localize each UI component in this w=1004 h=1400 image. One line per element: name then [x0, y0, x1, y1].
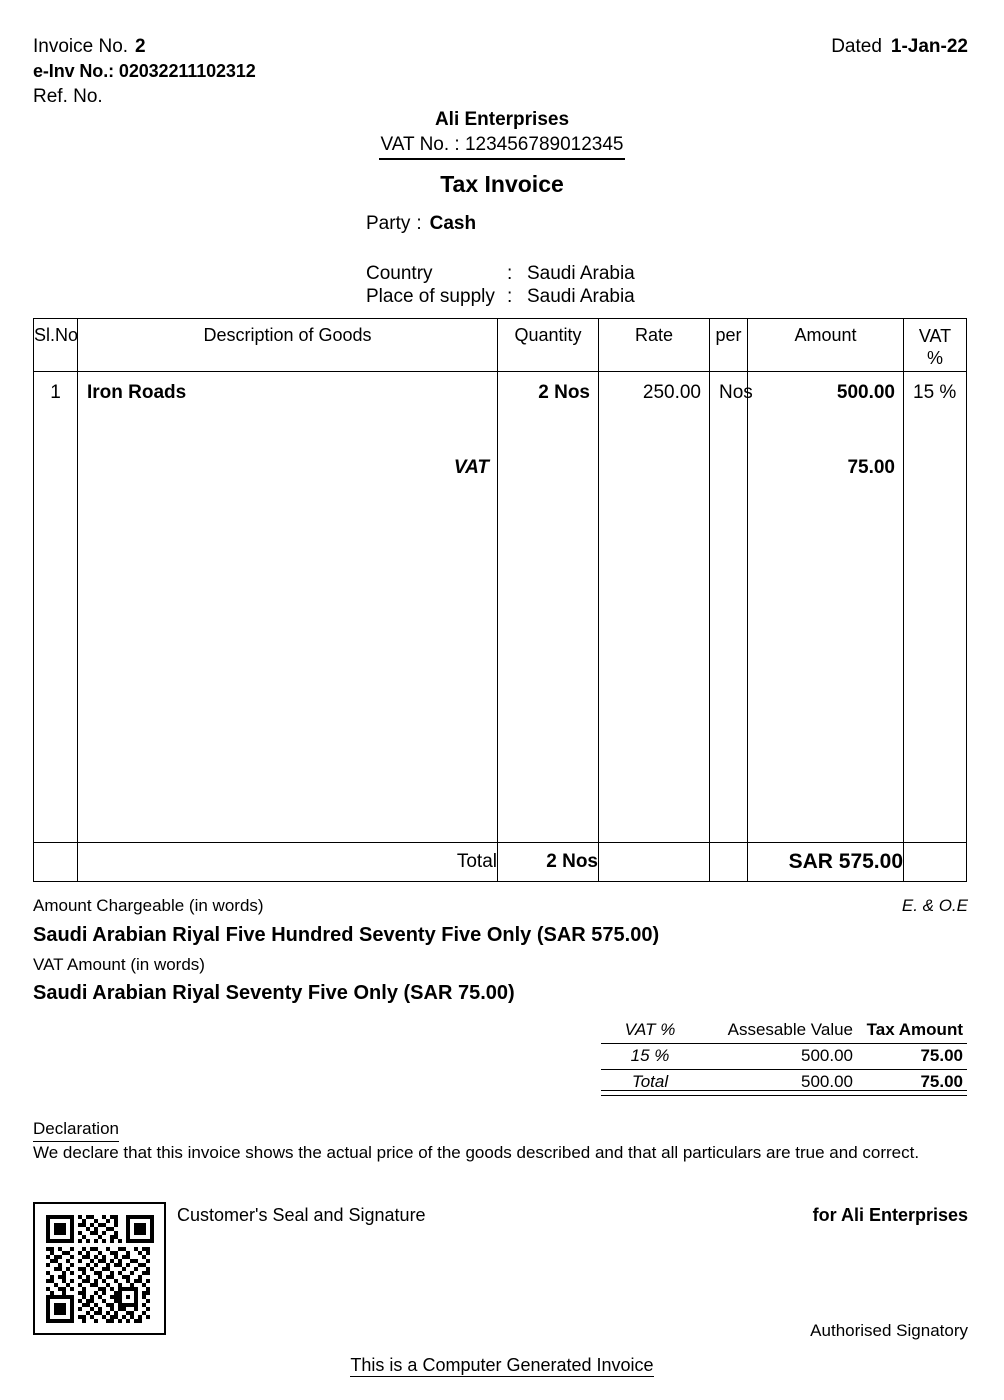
country-label: Country	[366, 263, 433, 284]
row-slno: 1	[50, 382, 61, 403]
place-of-supply-colon: :	[507, 286, 513, 307]
col-header-amount: Amount	[748, 319, 904, 372]
einvoice-no: e-Inv No.: 02032211102312	[33, 61, 256, 81]
invoice-no-label: Invoice No.	[33, 36, 129, 57]
address-block	[366, 262, 635, 308]
vat-summary-total-tax: 75.00	[857, 1070, 967, 1096]
invoice-number-line	[33, 34, 256, 59]
cell-slno	[34, 372, 78, 843]
row-vat-label: VAT	[453, 457, 489, 478]
company-name: Ali Enterprises	[434, 109, 570, 130]
invoice-header	[33, 34, 968, 114]
total-cell-rate	[599, 843, 710, 882]
declaration-title: Declaration	[33, 1118, 119, 1142]
party-row	[366, 211, 476, 236]
row-quantity: 2 Nos	[538, 382, 590, 403]
computer-generated-note-text: This is a Computer Generated Invoice	[350, 1355, 654, 1375]
table-row	[34, 372, 967, 843]
row-vat-amount: 75.00	[847, 457, 895, 478]
vat-amount-words-value: Saudi Arabian Riyal Seventy Five Only (SAR 75.00)	[33, 982, 515, 1004]
vat-summary-header-row	[601, 1018, 967, 1044]
items-total-row	[34, 843, 967, 882]
vat-summary-row-tax: 75.00	[857, 1044, 967, 1070]
vat-summary-row	[601, 1044, 967, 1070]
computer-generated-note	[0, 1353, 1004, 1377]
vat-summary-col-assessable: Assesable Value	[699, 1018, 857, 1044]
vat-summary-total-assessable: 500.00	[699, 1070, 857, 1096]
vat-summary-bottom-rule	[601, 1090, 967, 1091]
document-title: Tax Invoice	[440, 171, 564, 197]
col-header-slno: Sl.No	[34, 319, 78, 372]
col-header-vat-percent: %	[926, 348, 943, 368]
col-header-per: per	[710, 319, 748, 372]
invoice-no-value: 2	[135, 36, 146, 57]
country-line	[366, 262, 635, 285]
company-vat-no-underline	[379, 133, 626, 160]
vat-summary-col-tax: Tax Amount	[857, 1018, 967, 1044]
vat-summary-row-pct: 15 %	[601, 1044, 699, 1070]
invoice-header-right	[831, 34, 968, 59]
amount-chargeable-label: Amount Chargeable (in words)	[33, 896, 264, 915]
dated-line	[831, 34, 968, 59]
col-header-vat	[904, 319, 967, 372]
place-of-supply-value: Saudi Arabia	[527, 286, 635, 307]
cell-per	[710, 372, 753, 843]
for-company-label: for Ali Enterprises	[812, 1205, 968, 1225]
row-amount: 500.00	[836, 382, 895, 403]
cell-vat-pct	[904, 372, 967, 843]
authorised-signatory-label: Authorised Signatory	[810, 1321, 968, 1340]
total-cell-slno	[34, 843, 78, 882]
vat-amount-words-label: VAT Amount (in words)	[33, 955, 205, 974]
vat-summary-table	[601, 1018, 967, 1096]
total-quantity: 2 Nos	[498, 843, 599, 882]
cell-quantity	[498, 372, 599, 843]
row-rate: 250.00	[642, 382, 701, 403]
qr-code	[33, 1202, 166, 1335]
total-amount: SAR 575.00	[748, 843, 904, 882]
invoice-header-left	[33, 34, 256, 109]
vat-summary-col-pct: VAT %	[601, 1018, 699, 1044]
col-header-description: Description of Goods	[78, 319, 498, 372]
col-header-quantity: Quantity	[498, 319, 599, 372]
company-block	[0, 108, 1004, 160]
total-cell-vat	[904, 843, 967, 882]
total-label: Total	[78, 843, 498, 882]
customer-seal-label: Customer's Seal and Signature	[177, 1205, 426, 1225]
declaration-body: We declare that this invoice shows the actual price of the goods described and that all particulars are true and correct.	[33, 1143, 920, 1162]
party-value: Cash	[429, 213, 477, 234]
amount-chargeable-value: Saudi Arabian Riyal Five Hundred Seventy Five Only (SAR 575.00)	[33, 924, 660, 946]
vat-summary-total-row	[601, 1070, 967, 1096]
dated-label: Dated	[831, 36, 882, 57]
party-label: Party	[366, 213, 411, 234]
total-cell-per	[710, 843, 748, 882]
items-table	[33, 318, 967, 882]
cell-rate	[599, 372, 710, 843]
place-of-supply-label: Place of supply	[366, 286, 495, 307]
eoe-note: E. & O.E	[901, 896, 968, 915]
row-description: Iron Roads	[87, 382, 187, 403]
qr-code-svg	[42, 1211, 158, 1327]
row-per: Nos	[719, 382, 753, 403]
place-of-supply-line	[366, 285, 635, 308]
country-value: Saudi Arabia	[527, 263, 635, 284]
cell-amount	[748, 372, 904, 843]
country-colon: :	[507, 263, 513, 284]
dated-value: 1-Jan-22	[890, 36, 968, 57]
col-header-rate: Rate	[599, 319, 710, 372]
company-vat-no: VAT No. : 123456789012345	[380, 134, 624, 155]
vat-summary-total-label: Total	[601, 1070, 699, 1096]
row-vat-pct: 15 %	[913, 382, 957, 403]
party-colon: :	[416, 213, 422, 234]
vat-summary-row-assessable: 500.00	[699, 1044, 857, 1070]
cell-description	[78, 372, 498, 843]
ref-no-label: Ref. No.	[33, 86, 103, 107]
col-header-vat-text: VAT	[918, 326, 952, 346]
items-table-header-row	[34, 319, 967, 372]
